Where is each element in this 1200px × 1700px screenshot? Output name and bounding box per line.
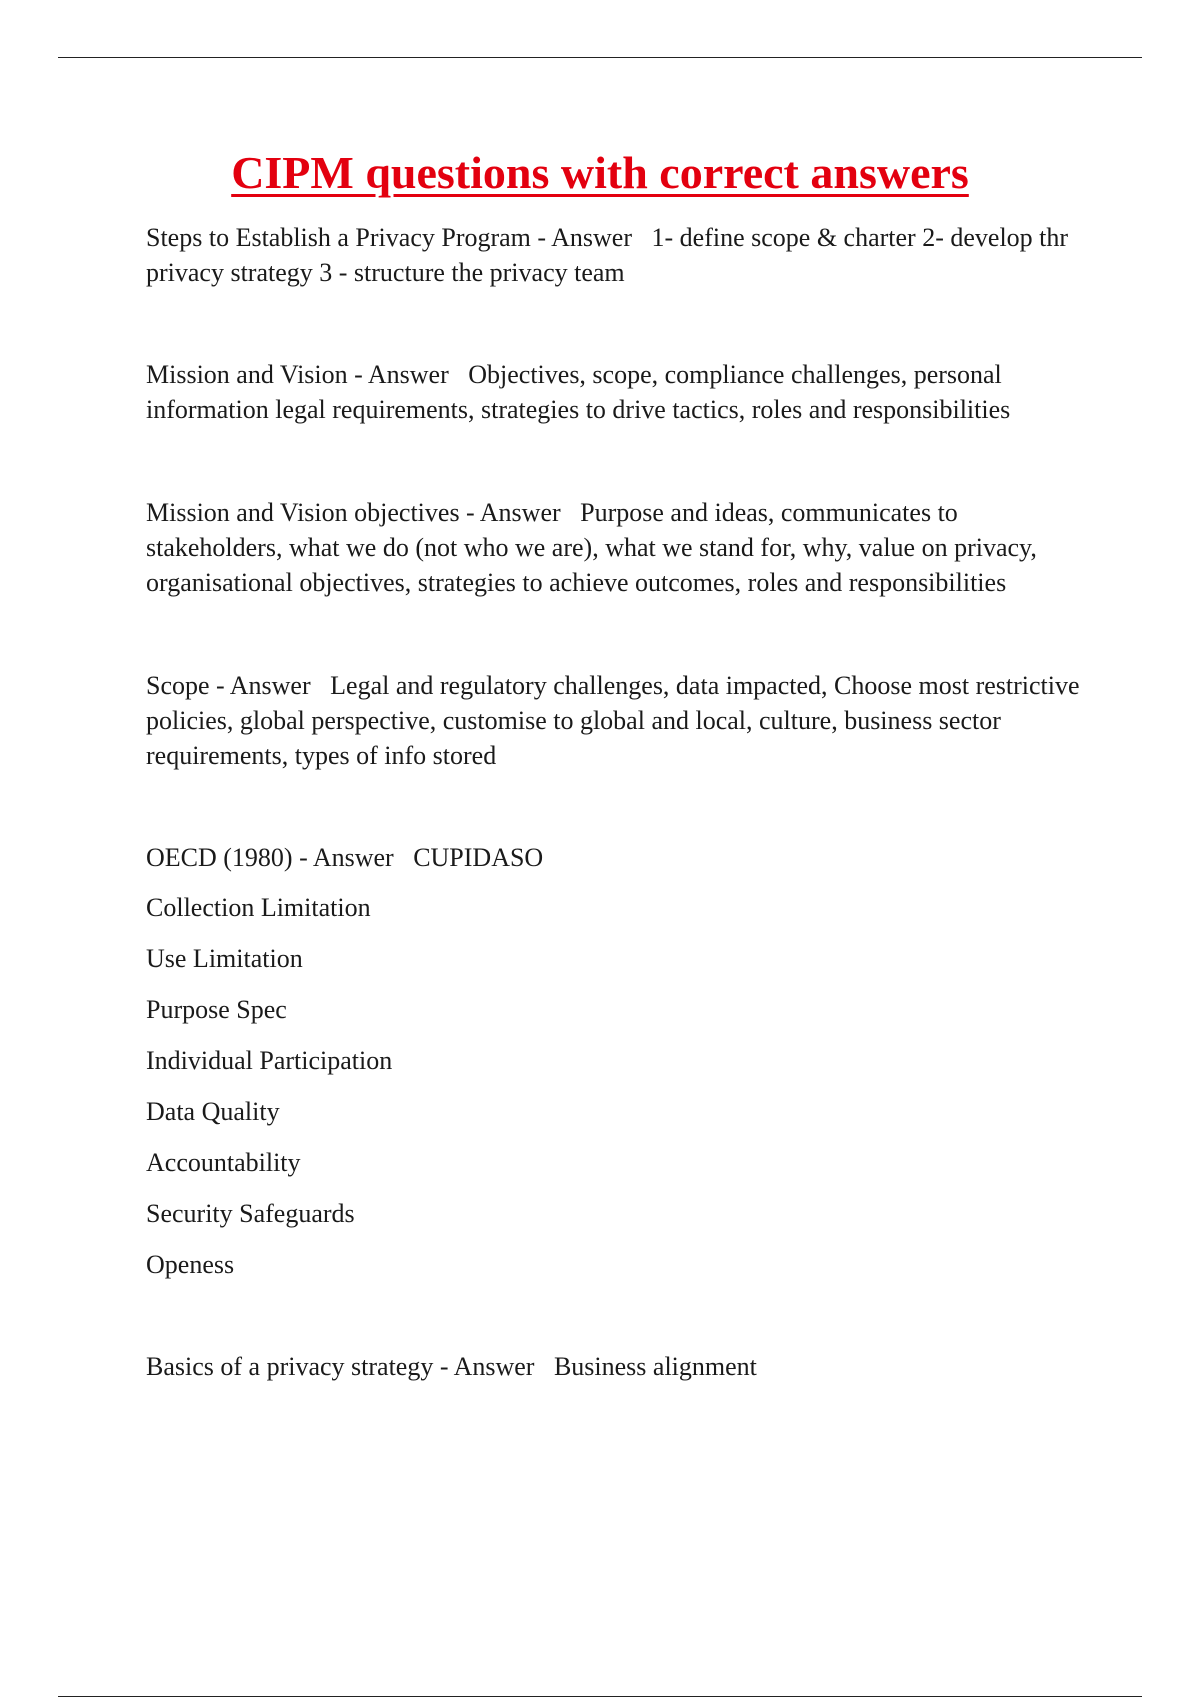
page-title: CIPM questions with correct answers [231,147,969,198]
list-item: Data Quality [146,1097,280,1126]
question-text: Mission and Vision objectives - Answer [146,498,561,527]
oecd-principles-list [146,890,1096,1282]
question-text: OECD (1980) - Answer [146,843,394,872]
answer-text: 1- define scope & charter 2- develop thr privacy strategy 3 - structure the privacy team [146,223,1075,287]
list-item: Openess [146,1250,235,1279]
answer-text: Legal and regulatory challenges, data impacted, Choose most restrictive policies, global perspective, customise to global and local, culture, business sector requirements, types of info stored [146,671,1087,770]
question-text: Scope - Answer [146,671,311,700]
list-item: Accountability [146,1148,301,1177]
answer-text: CUPIDASO [413,843,544,872]
answer-text: Purpose and ideas, communicates to stakeholders, what we do (not who we are), what we stand for, why, value on privacy, organisational objectives, strategies to achieve outcomes, roles and responsibilities [146,498,1044,597]
bottom-rule [58,1696,1142,1697]
list-item: Use Limitation [146,944,303,973]
question-text: Mission and Vision - Answer [146,360,449,389]
document-body [146,220,1096,1384]
qa-entry [146,495,1096,600]
qa-entry [146,1349,1096,1384]
list-item: Collection Limitation [146,893,371,922]
question-text: Steps to Establish a Privacy Program - Answer [146,223,632,252]
list-item: Individual Participation [146,1046,393,1075]
answer-text: Objectives, scope, compliance challenges, personal information legal requirements, strategies to drive tactics, roles and responsibilities [146,360,1011,424]
qa-entry [146,220,1096,290]
qa-entry [146,357,1096,427]
qa-entry [146,840,1096,875]
qa-entry [146,668,1096,773]
question-text: Basics of a privacy strategy - Answer [146,1352,535,1381]
list-item: Security Safeguards [146,1199,355,1228]
answer-text: Business alignment [553,1352,757,1381]
top-rule [58,57,1142,58]
list-item: Purpose Spec [146,995,287,1024]
